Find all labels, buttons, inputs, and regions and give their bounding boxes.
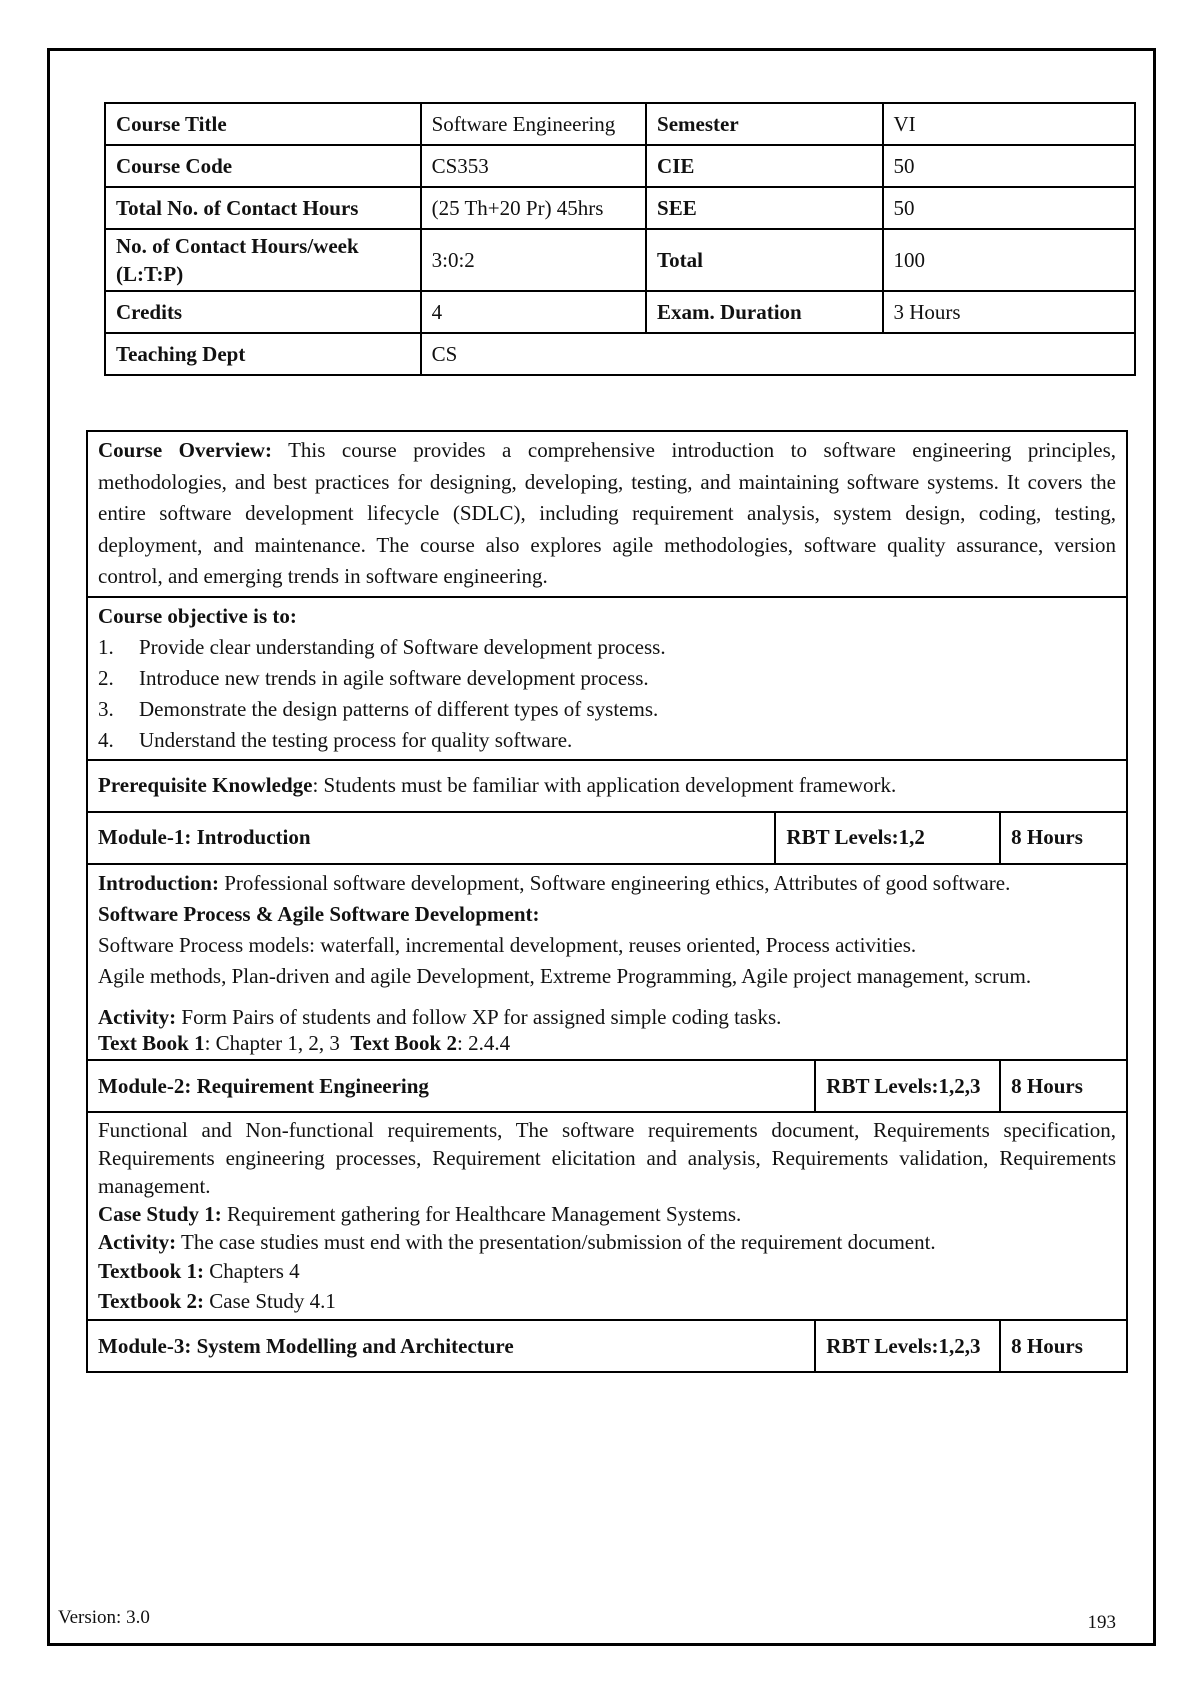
module-2-rbt: RBT Levels:1,2,3 <box>815 1060 1000 1112</box>
cie-label: CIE <box>646 145 882 187</box>
semester-value: VI <box>883 103 1136 145</box>
prerequisite-knowledge: Prerequisite Knowledge: Students must be familiar with application development framework. <box>87 760 1127 812</box>
hours-per-week-value: 3:0:2 <box>421 229 646 291</box>
see-label: SEE <box>646 187 882 229</box>
exam-duration-value: 3 Hours <box>883 291 1136 333</box>
objectives-label: Course objective is to: <box>98 603 297 628</box>
course-overview <box>87 431 1127 597</box>
version-label: Version: 3.0 <box>58 1607 150 1628</box>
course-title-value: Software Engineering <box>421 103 646 145</box>
total-value: 100 <box>883 229 1136 291</box>
module-2-content: Functional and Non-functional requirements, The software requirements document, Requirements specification, Requirements engineering processes, Requirement elicitation and analysis, Requirements validation, Requirements management. Case Study 1: Requirement gathering for Healthcare Management Systems. Activity: The case studies must end with the presentation/submission of the requirement document. Textbook 1: Chapters 4 Textbook 2: Case Study 4.1 <box>87 1112 1127 1320</box>
module-1-title: Module-1: Introduction <box>87 812 775 864</box>
list-item: 1. Provide clear understanding of Software development process. <box>98 634 666 659</box>
see-value: 50 <box>883 187 1136 229</box>
course-info-table <box>104 102 1136 376</box>
course-overview-label: Course Overview: <box>98 438 272 462</box>
page-number: 193 <box>1087 1612 1116 1633</box>
list-item: 3. Demonstrate the design patterns of different types of systems. <box>98 696 659 721</box>
total-label: Total <box>646 229 882 291</box>
credits-value: 4 <box>421 291 646 333</box>
course-objectives <box>87 597 1127 760</box>
syllabus-table <box>86 430 1128 1373</box>
course-title-label: Course Title <box>105 103 421 145</box>
module-2-title: Module-2: Requirement Engineering <box>87 1060 815 1112</box>
module-1-hours: 8 Hours <box>1000 812 1127 864</box>
semester-label: Semester <box>646 103 882 145</box>
module-1-rbt: RBT Levels:1,2 <box>775 812 1000 864</box>
hours-per-week-label: No. of Contact Hours/week (L:T:P) <box>105 229 421 291</box>
contact-hours-value: (25 Th+20 Pr) 45hrs <box>421 187 646 229</box>
course-code-value: CS353 <box>421 145 646 187</box>
course-overview-text: This course provides a comprehensive introduction to software engineering principles, methodologies, and best practices for designing, developing, testing, and maintaining software systems. It covers the entire software development lifecycle (SDLC), including requirement analysis, system design, coding, testing, deployment, and maintenance. The course also explores agile methodologies, software quality assurance, version control, and emerging trends in software engineering. <box>98 438 1116 588</box>
teaching-dept-value: CS <box>421 333 1135 375</box>
module-3-title: Module-3: System Modelling and Architecture <box>87 1320 815 1372</box>
exam-duration-label: Exam. Duration <box>646 291 882 333</box>
cie-value: 50 <box>883 145 1136 187</box>
credits-label: Credits <box>105 291 421 333</box>
module-3-hours: 8 Hours <box>1000 1320 1127 1372</box>
module-3-rbt: RBT Levels:1,2,3 <box>815 1320 1000 1372</box>
list-item: 2. Introduce new trends in agile software development process. <box>98 665 649 690</box>
course-code-label: Course Code <box>105 145 421 187</box>
list-item: 4. Understand the testing process for quality software. <box>98 727 573 752</box>
module-2-hours: 8 Hours <box>1000 1060 1127 1112</box>
module-1-content: Introduction: Professional software development, Software engineering ethics, Attributes of good software. Software Process & Agile Software Development: Software Process models: waterfall, incremental development, reuses oriented, Process activities. Agile methods, Plan-driven and agile Development, Extreme Programming, Agile project management, scrum. Activity: Form Pairs of students and follow XP for assigned simple coding tasks. Text Book 1: Chapter 1, 2, 3 Text Book 2: 2.4.4 <box>87 864 1127 1061</box>
contact-hours-label: Total No. of Contact Hours <box>105 187 421 229</box>
teaching-dept-label: Teaching Dept <box>105 333 421 375</box>
